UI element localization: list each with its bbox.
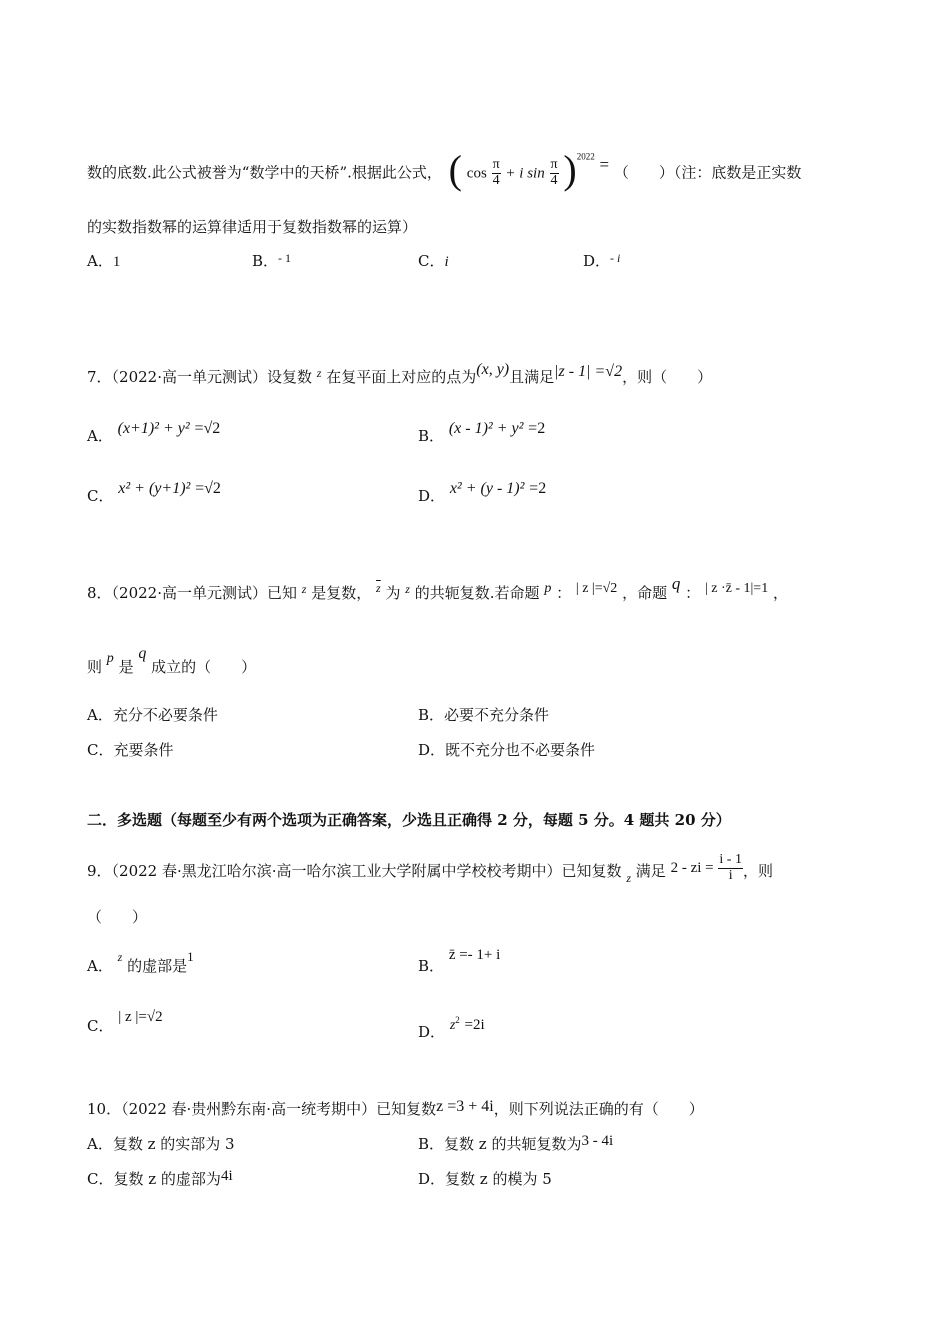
- q10-stem: 10．（2022 春·贵州黔东南·高一统考期中）已知复数z =3 + 4i，则下列说法正确的有（ ）: [87, 1098, 704, 1118]
- q9-stem: 9．（2022 春·黑龙江哈尔滨·高一哈尔滨工业大学附属中学校校考期中）已知复数 $_z$ 满足 2 - zi = $\frac{i - 1}{i}$ ，则: [87, 852, 773, 886]
- q9-option-d: D． $z^2 =2i$: [418, 1015, 485, 1041]
- q6-intro: 数的底数.此公式被誉为“数学中的天桥”.根据此公式，: [87, 163, 442, 182]
- q7-option-b: B． (x - 1)² + y² =2: [418, 420, 546, 445]
- q6-option-b: B．$^{- 1}$: [252, 251, 292, 270]
- q7-option-d: D． x² + (y - 1)² =2: [418, 480, 547, 505]
- q10-option-a: A．复数 z 的实部为 3: [87, 1135, 235, 1153]
- q10-source: （2022 春·贵州黔东南·高一统考期中）: [121, 1100, 377, 1118]
- q9-source: （2022 春·黑龙江哈尔滨·高一哈尔滨工业大学附属中学校校考期中）: [111, 862, 562, 881]
- q7-stem: 7．（2022·高一单元测试）设复数 $^z$ 在复平面上对应的点为(x, y)且满足|z - 1| =√2，则（ ）: [87, 361, 713, 386]
- q9-option-b: B． z̄ =- 1+ i: [418, 947, 501, 975]
- q8-option-b: B．必要不充分条件: [418, 706, 550, 724]
- q7-option-a: A． (x+1)² + y² =√2: [87, 420, 221, 445]
- q7-source: （2022·高一单元测试）: [111, 368, 267, 386]
- q6-exponent: 2022: [576, 151, 595, 162]
- q10-option-b: B．复数 z 的共轭复数为3 - 4i: [418, 1133, 614, 1153]
- q6-option-c: C．i: [418, 252, 449, 270]
- q6-option-d: D．$^{- i}$: [583, 251, 621, 270]
- q8-option-a: A．充分不必要条件: [87, 706, 218, 724]
- q6-formula: ( cos $\frac{\pi}{4}$ + i sin $\frac{\pi}{4}$ )$^{2022}$ =: [448, 147, 610, 192]
- q9-line2: （ ）: [87, 908, 148, 926]
- q9-option-c: C． | z |=√2: [87, 1009, 163, 1035]
- section2-title: 二．多选题（每题至少有两个选项为正确答案，少选且正确得 2 分，每题 5 分。4 题共 20 分）: [87, 811, 731, 829]
- q6-option-a: A．1: [87, 252, 121, 270]
- q10-option-d: D．复数 z 的模为 5: [418, 1170, 552, 1188]
- q6-tail: （ ）（注：底数是正实数: [613, 163, 802, 182]
- q7-option-c: C． x² + (y+1)² =√2: [87, 480, 221, 505]
- q10-option-c: C．复数 z 的虚部为4i: [87, 1168, 233, 1188]
- q8-option-d: D．既不充分也不必要条件: [418, 741, 596, 759]
- q6-line2: 的实数指数幂的运算律适用于复数指数幂的运算）: [87, 218, 418, 236]
- q8-stem: 8．（2022·高一单元测试）已知 $^z$ 是复数， $^{\overline{z}}$ 为 $^z$ 的共轭复数.若命题 p ： | z |=√2 ，命题 q ： | z ·z̄ - 1|=1 ，: [87, 574, 789, 602]
- q8-source: （2022·高一单元测试）: [111, 584, 267, 602]
- q9-option-a: A． $^z$ 的虚部是1: [87, 949, 194, 975]
- q8-option-c: C．充要条件: [87, 741, 174, 759]
- q6-line1: [87, 147, 802, 197]
- q8-line2: 则 p 是 q 成立的（ ）: [87, 645, 257, 676]
